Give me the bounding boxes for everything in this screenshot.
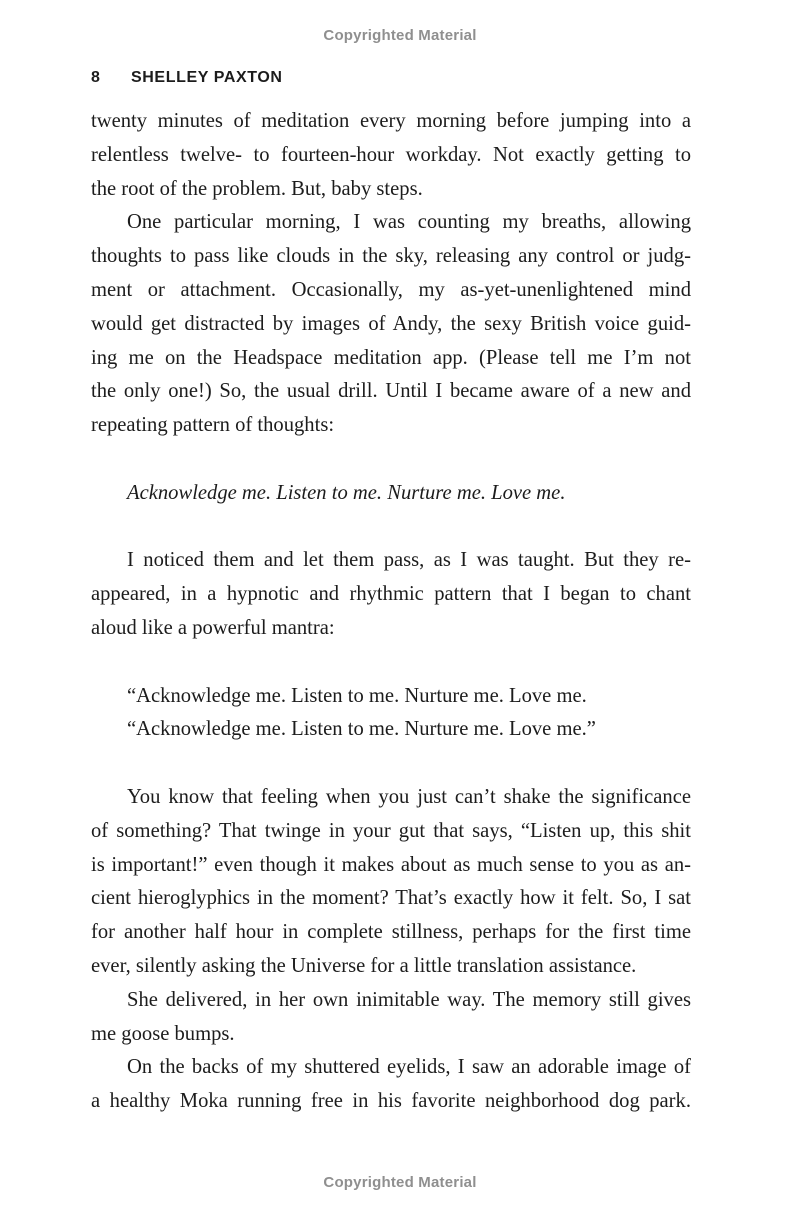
copyright-watermark-bottom: Copyrighted Material (323, 1174, 477, 1191)
running-head (91, 69, 283, 87)
text-line: ment or attachment. Occasionally, my as-yet-unenlightened mind (91, 278, 691, 301)
text-line: appeared, in a hypnotic and rhythmic pattern that I began to chant (91, 583, 691, 606)
text-line: On the backs of my shuttered eyelids, I saw an adorable image of (127, 1056, 691, 1079)
text-line: for another half hour in complete stillness, perhaps for the first time (91, 921, 691, 944)
page-body (91, 105, 691, 1119)
copyright-watermark-top: Copyrighted Material (323, 27, 477, 44)
text-line: thoughts to pass like clouds in the sky, releasing any control or judg- (91, 245, 691, 268)
quoted-mantra-line: “Acknowledge me. Listen to me. Nurture me. Love me. (127, 684, 587, 707)
text-line: would get distracted by images of Andy, the sexy British voice guid- (91, 312, 691, 335)
text-line: relentless twelve- to fourteen-hour workday. Not exactly getting to (91, 143, 691, 166)
text-line: aloud like a powerful mantra: (91, 616, 335, 639)
text-line: One particular morning, I was counting my breaths, allowing (127, 211, 691, 234)
italic-mantra: Acknowledge me. Listen to me. Nurture me. Love me. (127, 481, 566, 504)
text-line: a healthy Moka running free in his favorite neighborhood dog park. (91, 1090, 691, 1113)
text-line: repeating pattern of thoughts: (91, 414, 335, 437)
text-line: me goose bumps. (91, 1022, 235, 1045)
text-line: ing me on the Headspace meditation app. (Please tell me I’m not (91, 346, 691, 369)
author-name: SHELLEY PAXTON (131, 69, 283, 86)
page-number: 8 (91, 69, 101, 86)
blank-line (91, 443, 691, 477)
text-line: I noticed them and let them pass, as I was taught. But they re- (127, 549, 691, 572)
text-line: cient hieroglyphics in the moment? That’s exactly how it felt. So, I sat (91, 887, 691, 910)
blank-line (91, 646, 691, 680)
text-line: twenty minutes of meditation every morning before jumping into a (91, 110, 691, 132)
text-line: ever, silently asking the Universe for a little translation assistance. (91, 954, 637, 977)
text-line: is important!” even though it makes about as much sense to you as an- (91, 853, 691, 876)
text-line: the only one!) So, the usual drill. Until I became aware of a new and (91, 380, 691, 403)
quoted-mantra-line: “Acknowledge me. Listen to me. Nurture me. Love me.” (127, 718, 596, 741)
text-line: She delivered, in her own inimitable way. The memory still gives (127, 988, 691, 1011)
text-line: of something? That twinge in your gut that says, “Listen up, this shit (91, 819, 691, 842)
text-line: the root of the problem. But, baby steps. (91, 177, 423, 200)
text-line: You know that feeling when you just can’t shake the significance (127, 785, 691, 808)
blank-line (91, 747, 691, 781)
blank-line (91, 511, 691, 545)
